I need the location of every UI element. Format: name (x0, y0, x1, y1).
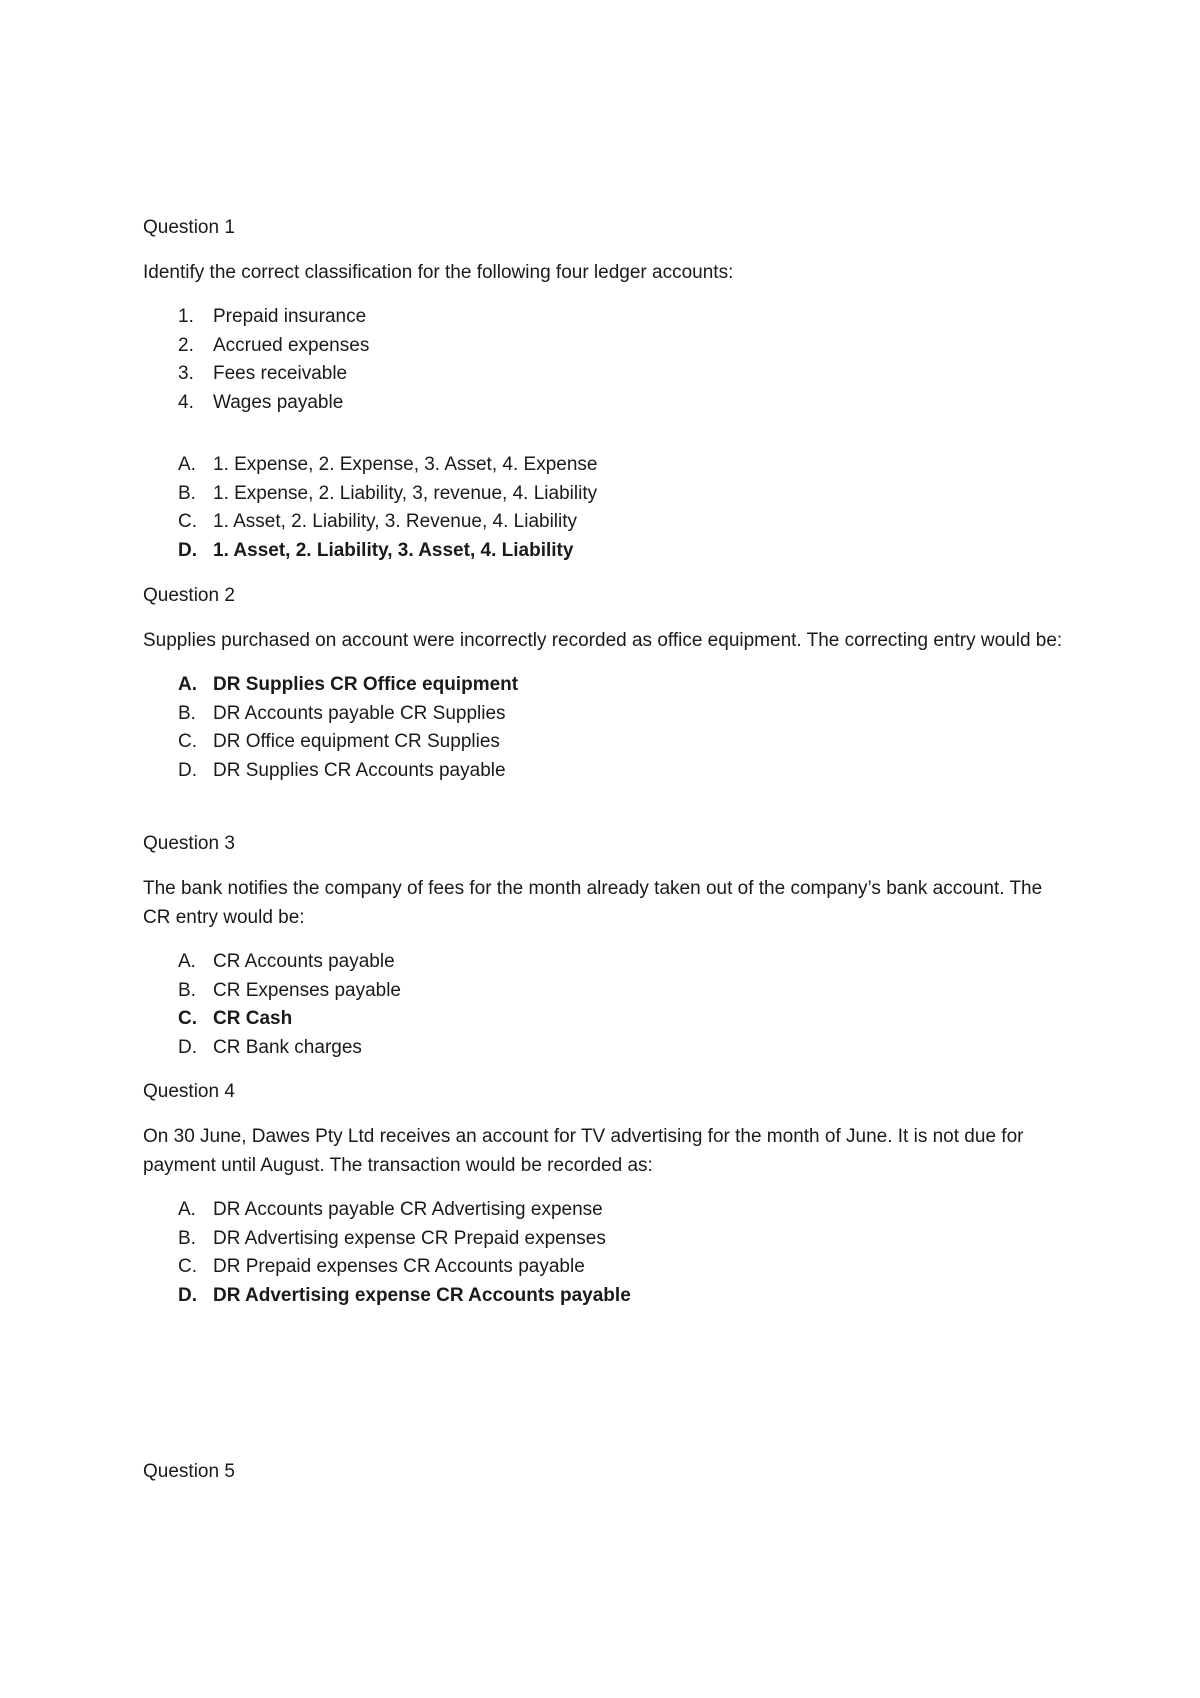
option-text: 1. Expense, 2. Liability, 3, revenue, 4. Liability (213, 482, 598, 504)
answer-option (143, 977, 1063, 1006)
option-marker: D. (178, 1036, 197, 1058)
answer-options (143, 451, 1063, 565)
question-heading: Question 5 (143, 1461, 235, 1482)
option-text: DR Office equipment CR Supplies (213, 731, 500, 752)
option-text: DR Accounts payable CR Supplies (213, 702, 506, 724)
list-item-text: Fees receivable (213, 363, 348, 384)
option-text: DR Advertising expense CR Accounts payable (213, 1284, 631, 1306)
question-stem: Identify the correct classification for the following four ledger accounts: (143, 262, 734, 283)
question-heading: Question 3 (143, 833, 235, 854)
answer-option (143, 1225, 1063, 1254)
answer-option (143, 1253, 1063, 1282)
list-item-text: Prepaid insurance (213, 306, 367, 327)
option-marker: A. (178, 454, 196, 475)
answer-options (143, 671, 1063, 785)
question-heading: Question 4 (143, 1081, 235, 1102)
list-item-text: Wages payable (213, 391, 344, 413)
answer-option (143, 1034, 1063, 1063)
option-marker: A. (178, 1199, 196, 1220)
option-text: DR Accounts payable CR Advertising expense (213, 1199, 603, 1220)
list-marker: 3. (178, 363, 194, 384)
correct-answer-option (143, 1005, 1063, 1034)
option-marker: A. (178, 951, 196, 972)
question-5 (143, 1458, 1063, 1486)
option-text: DR Advertising expense CR Prepaid expenses (213, 1227, 606, 1249)
option-marker: B. (178, 1227, 196, 1249)
option-text: CR Bank charges (213, 1036, 362, 1058)
list-marker: 1. (178, 306, 194, 327)
list-item (143, 332, 1063, 361)
question-stem: Supplies purchased on account were incorrectly recorded as office equipment. The correcting entry would be: (143, 630, 1063, 651)
option-marker: C. (178, 731, 197, 752)
answer-option (143, 508, 1063, 537)
option-marker: B. (178, 702, 196, 724)
option-text: CR Cash (213, 1008, 293, 1029)
question-heading: Question 1 (143, 217, 235, 238)
question-stem: On 30 June, Dawes Pty Ltd receives an account for TV advertising for the month of June. It is not due for payment until August. The transaction would be recorded as: (143, 1126, 1024, 1176)
account-list (143, 303, 1063, 417)
list-item (143, 389, 1063, 418)
list-item (143, 303, 1063, 332)
answer-option (143, 728, 1063, 757)
answer-option (143, 757, 1063, 786)
correct-answer-option (143, 537, 1063, 566)
option-marker: B. (178, 482, 196, 504)
option-marker: D. (178, 539, 197, 561)
answer-option (143, 948, 1063, 977)
option-marker: C. (178, 511, 197, 532)
question-stem: The bank notifies the company of fees for the month already taken out of the company’s bank account. The CR entry would be: (143, 878, 1043, 928)
question-1 (143, 214, 1063, 565)
option-text: DR Supplies CR Accounts payable (213, 759, 506, 781)
list-item (143, 360, 1063, 389)
question-2 (143, 582, 1063, 785)
question-3 (143, 830, 1063, 1062)
answer-options (143, 1196, 1063, 1310)
option-text: DR Supplies CR Office equipment (213, 674, 519, 695)
option-marker: C. (178, 1256, 197, 1277)
option-text: 1. Asset, 2. Liability, 3. Revenue, 4. Liability (213, 511, 578, 532)
option-marker: A. (178, 674, 197, 695)
answer-option (143, 451, 1063, 480)
option-marker: D. (178, 759, 197, 781)
option-text: 1. Expense, 2. Expense, 3. Asset, 4. Expense (213, 454, 598, 475)
option-marker: B. (178, 979, 196, 1001)
option-marker: C. (178, 1008, 197, 1029)
option-text: CR Accounts payable (213, 951, 395, 972)
option-text: DR Prepaid expenses CR Accounts payable (213, 1256, 585, 1277)
question-heading: Question 2 (143, 585, 235, 606)
option-text: 1. Asset, 2. Liability, 3. Asset, 4. Liability (213, 539, 574, 561)
option-text: CR Expenses payable (213, 979, 401, 1001)
answer-option (143, 480, 1063, 509)
list-marker: 2. (178, 334, 194, 356)
answer-option (143, 700, 1063, 729)
option-marker: D. (178, 1284, 197, 1306)
answer-option (143, 1196, 1063, 1225)
correct-answer-option (143, 671, 1063, 700)
correct-answer-option (143, 1282, 1063, 1311)
answer-options (143, 948, 1063, 1062)
list-item-text: Accrued expenses (213, 334, 370, 356)
question-4 (143, 1078, 1063, 1310)
list-marker: 4. (178, 391, 194, 413)
